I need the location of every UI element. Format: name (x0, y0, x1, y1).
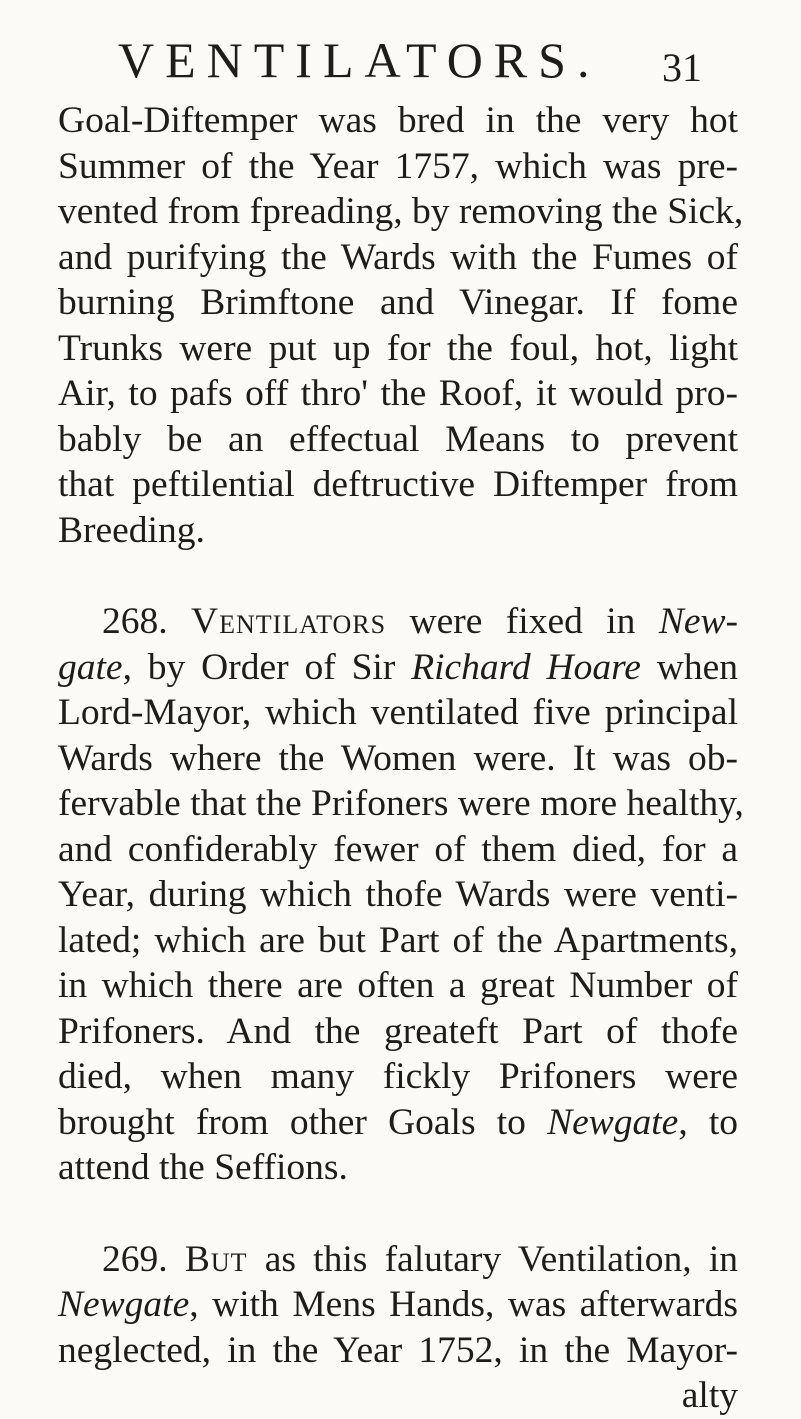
catchword: alty (681, 1375, 738, 1416)
text-span: as this falutary Ventilation, in (264, 1238, 739, 1280)
running-header (118, 30, 702, 90)
text-line: lated; which are but Part of the Apartments, (58, 919, 738, 961)
text-span: , with Mens Hands, was afterwards (189, 1284, 738, 1325)
text-line: burning Brimftone and Vinegar. If fome (58, 282, 738, 323)
text-line: and confiderably fewer of them died, for a (58, 828, 738, 870)
page-number: 31 (662, 45, 702, 90)
paragraph-269 (58, 1237, 738, 1419)
text-line (58, 1100, 738, 1146)
paragraph-1 (58, 98, 744, 553)
text-line: Air, to pafs off thro' the Roof, it would pro- (58, 373, 738, 414)
text-line: Summer of the Year 1757, which was pre- (58, 145, 738, 187)
text-span: , by Order of Sir (122, 646, 396, 688)
paragraph-268 (58, 599, 744, 1191)
lead-word: But (184, 1238, 248, 1280)
text-line: died, when many fickly Prifoners were (58, 1056, 738, 1097)
place-name: Newgate (547, 1101, 679, 1143)
text-line (58, 599, 738, 645)
text-span: brought from other Goals to (58, 1101, 526, 1143)
text-line: Breeding. (58, 509, 205, 551)
text-line: vented from fpreading, by removing the Sick, (58, 191, 744, 232)
text-line (58, 1237, 738, 1283)
text-line: that peftilential deftructive Diftemper from (58, 464, 738, 505)
text-span: were fixed in (409, 601, 636, 642)
text-line: Lord-Mayor, which ventilated five principal (58, 692, 738, 733)
running-title: VENTILATORS. (118, 32, 601, 88)
paragraph-number: 268. (102, 601, 168, 642)
text-span: , to (678, 1101, 739, 1143)
place-name: New- (658, 601, 739, 642)
text-line: Prifoners. And the greateft Part of thofe (58, 1010, 738, 1052)
text-line: in which there are often a great Number of (58, 965, 738, 1006)
text-line: Trunks were put up for the foul, hot, light (58, 327, 738, 369)
text-span: when (656, 646, 739, 688)
text-line (58, 645, 738, 691)
body-text (58, 98, 744, 1419)
text-line: Wards where the Women were. It was ob- (58, 737, 738, 779)
paragraph-number: 269. (102, 1238, 168, 1280)
lead-word: Ventilators (191, 601, 387, 642)
place-name: Newgate (58, 1284, 190, 1325)
person-name: Richard Hoare (411, 646, 641, 688)
text-line: fervable that the Prifoners were more healthy, (58, 783, 744, 824)
text-line (58, 1282, 738, 1328)
text-line: bably be an effectual Means to prevent (58, 418, 738, 460)
text-line: attend the Seffions. (58, 1147, 348, 1188)
text-line: neglected, in the Year 1752, in the Mayor- (58, 1329, 738, 1371)
text-line: Year, during which thofe Wards were venti- (58, 874, 738, 915)
place-name: gate (58, 646, 123, 688)
text-line: and purifying the Wards with the Fumes of (58, 236, 738, 278)
text-line: Goal-Diftemper was bred in the very hot (58, 100, 738, 141)
